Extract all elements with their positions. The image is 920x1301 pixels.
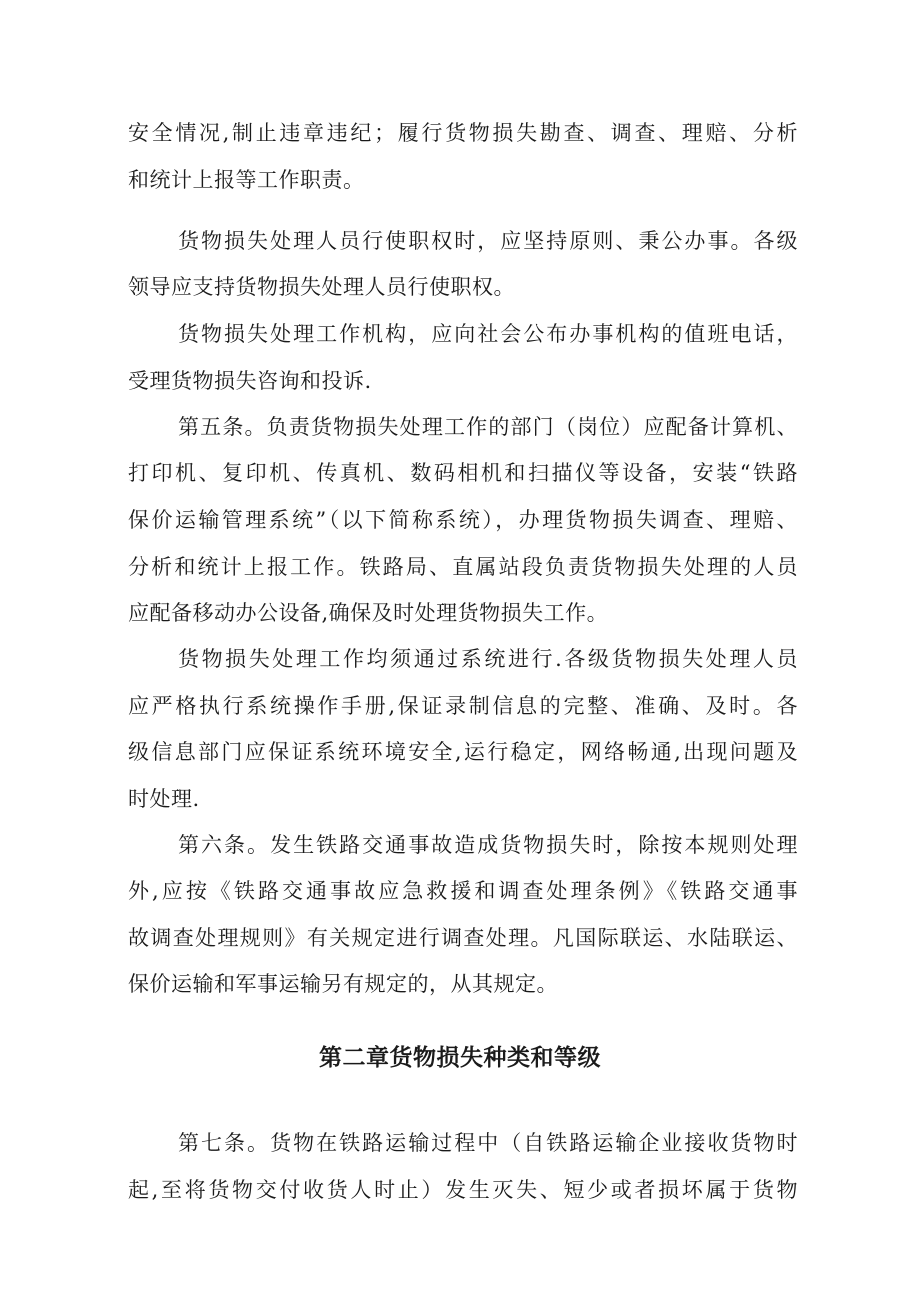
text-line: 时处理.: [128, 787, 200, 811]
text-line: 货物损失处理人员行使职权时，应坚持原则、秉公办事。各级: [178, 229, 798, 253]
text-line: 起,至将货物交付收货人时止）发生灭失、短少或者损坏属于货物: [128, 1178, 798, 1202]
text-line: 安全情况,制止违章违纪；履行货物损失勘查、调查、理赔、分析: [128, 121, 798, 145]
text-line: 应严格执行系统操作手册,保证录制信息的完整、准确、及时。各: [128, 694, 798, 718]
text-line: 第七条。货物在铁路运输过程中（自铁路运输企业接收货物时: [178, 1131, 798, 1155]
text-line: 外,应按《铁路交通事故应急救援和调查处理条例》《铁路交通事: [128, 879, 798, 903]
text-line: 保价运输管理系统”（以下简称系统），办理货物损失调查、理赔、: [128, 508, 798, 532]
text-line: 分析和统计上报工作。铁路局、直属站段负责货物损失处理的人员: [128, 555, 798, 579]
text-line: 和统计上报等工作职责。: [128, 168, 365, 192]
text-line: 应配备移动办公设备,确保及时处理货物损失工作。: [128, 601, 609, 625]
text-line: 货物损失处理工作均须通过系统进行.各级货物损失处理人员: [178, 647, 798, 671]
text-line: 领导应支持货物损失处理人员行使职权。: [128, 275, 515, 299]
text-line: 故调查处理规则》有关规定进行调查处理。凡国际联运、水陆联运、: [128, 926, 798, 950]
text-line: 受理货物损失咨询和投诉.: [128, 369, 372, 393]
text-line: 货物损失处理工作机构，应向社会公布办事机构的值班电话，: [178, 322, 798, 346]
chapter-heading: 第二章货物损失种类和等级: [319, 1045, 601, 1071]
text-line: 级信息部门应保证系统环境安全,运行稳定，网络畅通,出现问题及: [128, 740, 798, 764]
text-line: 第六条。发生铁路交通事故造成货物损失时，除按本规则处理: [178, 833, 798, 857]
text-line: 保价运输和军事运输另有规定的，从其规定。: [128, 972, 558, 996]
text-line: 打印机、复印机、传真机、数码相机和扫描仪等设备，安装“铁路: [128, 461, 798, 485]
text-line: 第五条。负责货物损失处理工作的部门（岗位）应配备计算机、: [178, 415, 798, 439]
